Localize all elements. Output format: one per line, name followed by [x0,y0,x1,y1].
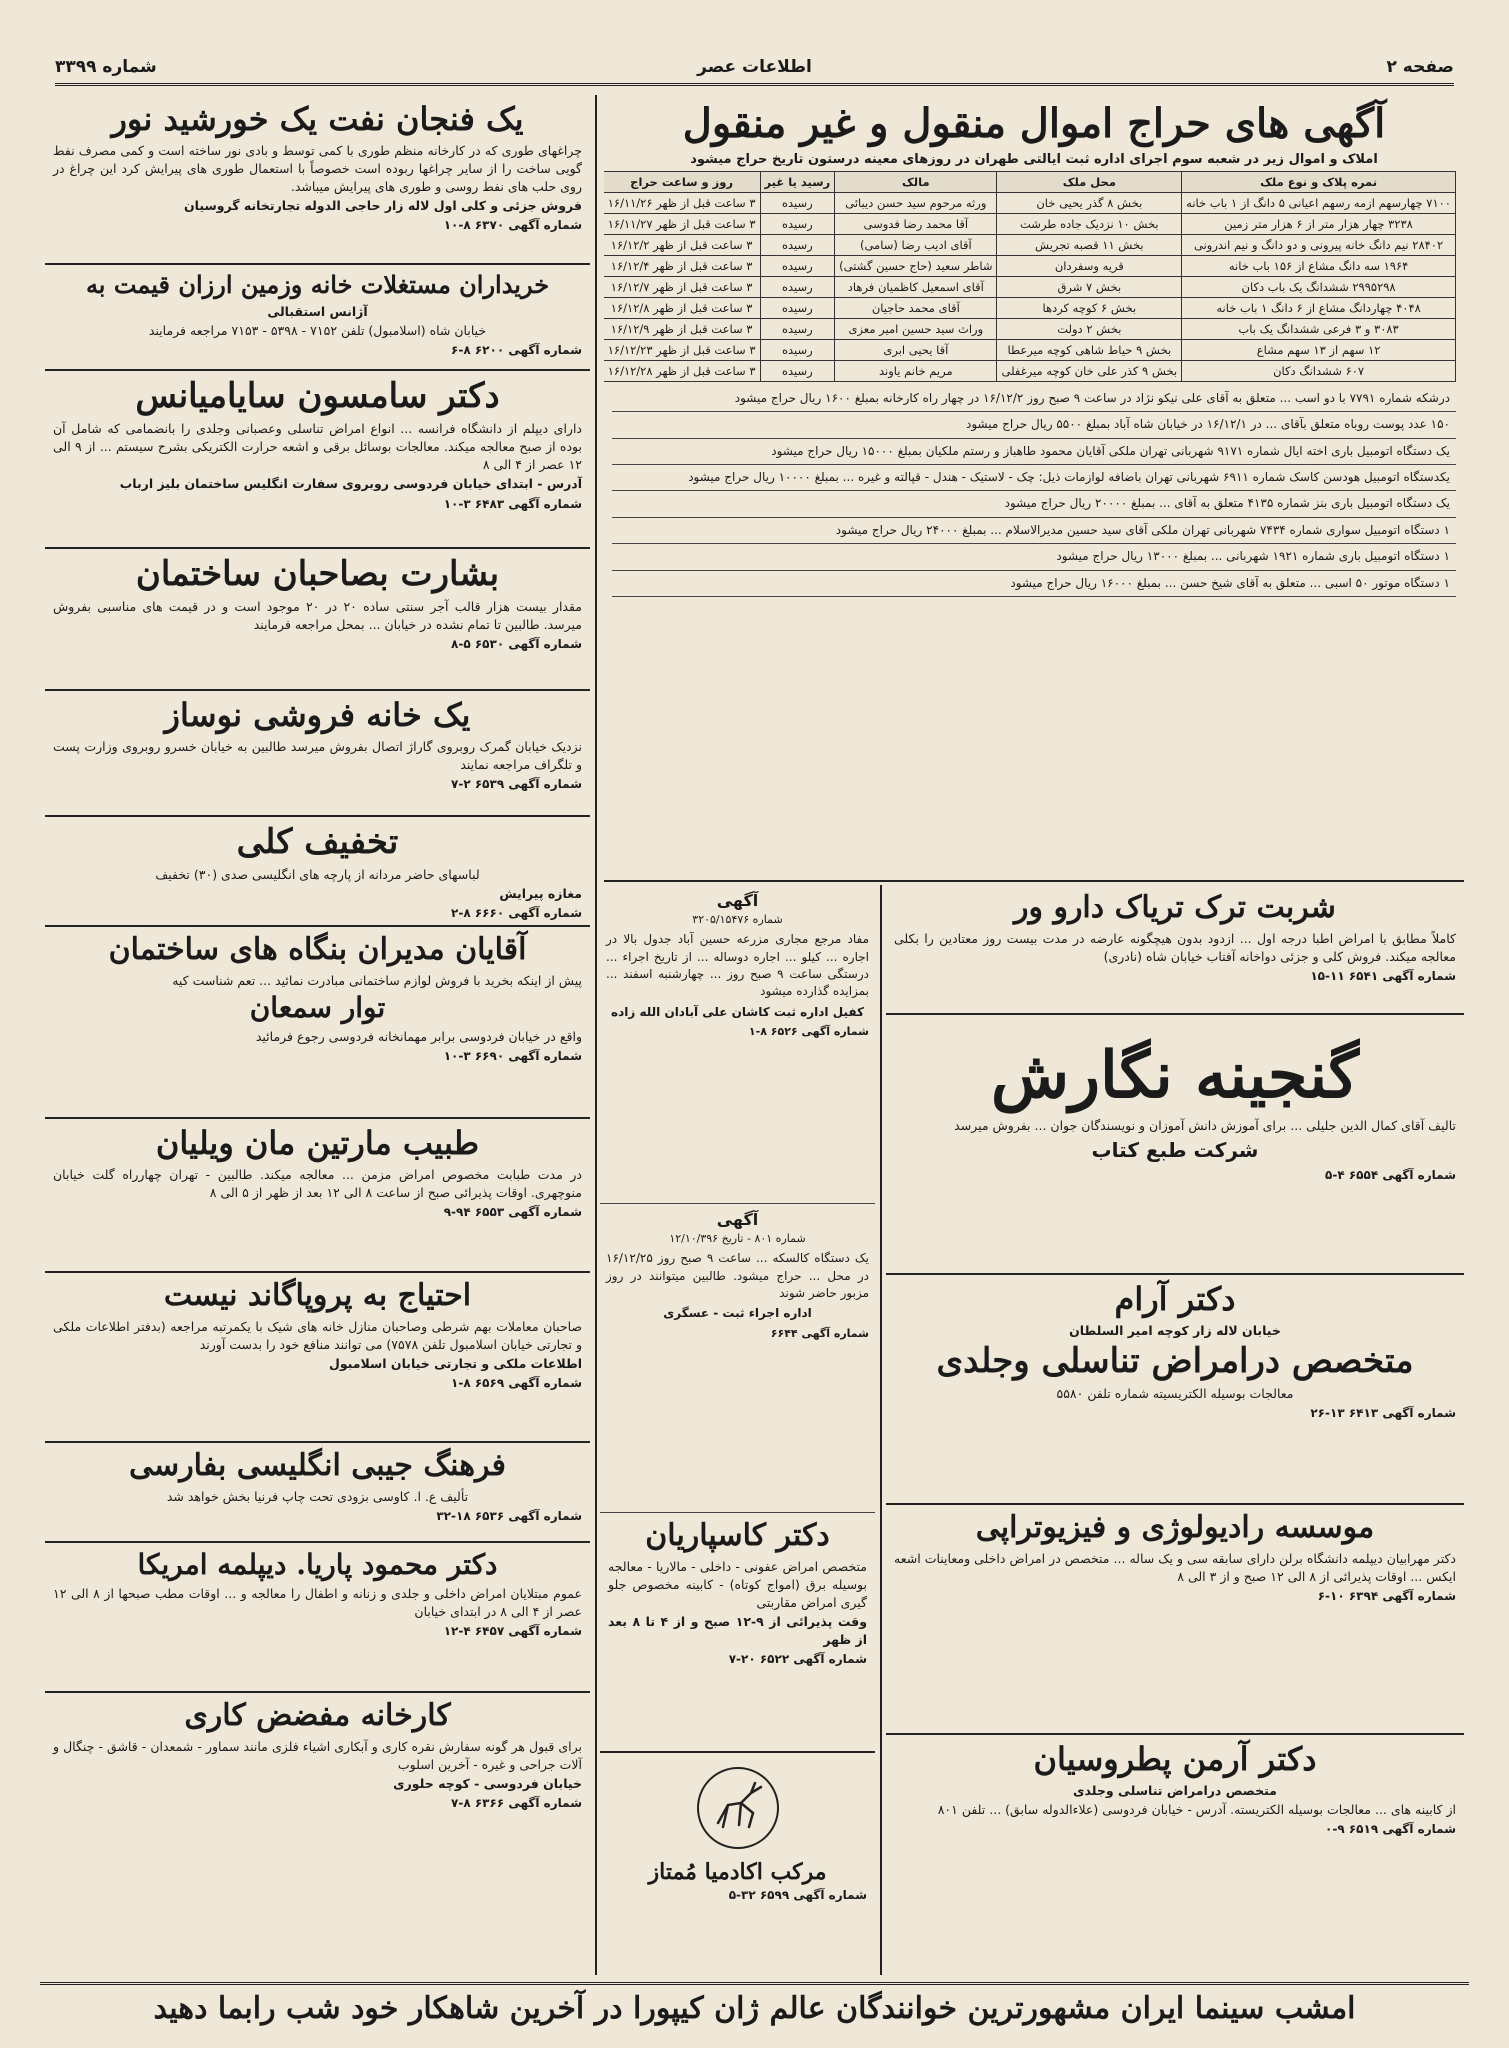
ad-house-title: یک خانه فروشی نوساز [164,696,471,734]
ad-workshop [45,1693,590,1851]
ad-dictionary-title: فرهنگ جیبی انگلیسی بفارسی [129,1448,506,1483]
ad-radiology-title: موسسه رادیولوژی و فیزیوتراپی [975,1510,1375,1545]
ad-armen-body: از کابینه های ... معالجات بوسیله الکتریسته. آدرس - خیابان فردوسی (علاءالدوله سابق) ... تلفن ۸۰۱ [937,1801,1456,1817]
auction-notice: درشکه شماره ۷۷۹۱ با دو اسب ... متعلق به آقای علی نیکو نژاد در ساعت ۹ صبح روز ۱۶/۱۲/۲ در چهار راه کارخانه بمبلغ ۱۶۰۰ ریال حراج میشود [612,386,1456,412]
auction-cell: مریم خانم یاوند [835,360,997,381]
ad-builders [45,549,590,691]
auction-cell: بخش ۱۰ نزدیک جاده طرشت [997,213,1182,234]
auction-notice: ۱۵۰ عدد پوست روباه متعلق بآقای ... در ۱۶/۱۲/۱ در خیابان شاه آباد بمبلغ ۵۵۰۰ ریال حراج میشود [612,412,1456,438]
ad-managers-ref: شماره آگهی ۶۶۹۰ ۳-۱۰ [443,1048,582,1063]
notice-two-sign: اداره اجراء ثبت - عسگری [663,1306,812,1321]
auction-cell: رسیده [760,318,835,339]
auction-cell: ۳ ساعت قبل از ظهر ۱۶/۱۲/۷ [604,276,760,297]
emblem-ref: شماره آگهی ۶۵۹۹ ۳۲-۵ [728,1888,867,1902]
ad-aram [886,1275,1464,1505]
ad-oil-lamp [45,95,590,265]
auction-cell: ۳ ساعت قبل از ظهر ۱۶/۱۲/۹ [604,318,760,339]
auction-row [604,213,1456,234]
issue-number: شماره ۳۳۹۹ [55,57,157,77]
ad-armen-ref: شماره آگهی ۶۵۱۹ ۹-۰ [1325,1822,1456,1837]
auction-cell: رسیده [760,234,835,255]
ad-book-title: گنجینه نگارش [991,1038,1359,1113]
auction-table [604,171,1456,382]
ad-aram-sub: خیابان لاله زار کوچه امیر السلطان [1069,1322,1281,1338]
ad-kasparian-body: متخصص امراض عفونی - داخلی - مالاریا - معالجه بوسیله برق (امواج کوتاه) - کابینه مخصوص جلو گیری امراض مقاربتی [608,1558,867,1610]
auction-cell: بخش ۹ کذر علی خان کوچه میرغفلی [997,360,1182,381]
auction-cell: آقای اسمعیل کاظمیان فرهاد [835,276,997,297]
auction-cell: رسیده [760,360,835,381]
notice-one-sign: کفیل اداره ثبت کاشان علی آبادان الله زاده [611,1004,864,1019]
ad-workshop-ref: شماره آگهی ۶۳۶۶ ۸-۷ [451,1795,582,1810]
auction-cell: ۲۹۹۵۲۹۸ ششدانگ یک باب دکان [1182,276,1456,297]
ad-house-body: نزدیک خیابان گمرک روبروی گاراژ اتصال بفروش میرسد طالبین به خیابان خسرو روبروی وزارت پست و تلگراف مراجعه نمایند [53,738,582,772]
ad-samson-ref: شماره آگهی ۶۴۸۳ ۳-۱۰ [443,496,582,511]
deer-emblem [608,1763,867,1853]
ad-paria [45,1543,590,1693]
ad-aram-note: معالجات بوسیله الکتریسیته شماره تلفن ۵۵۸۰ [1056,1386,1294,1402]
ad-discount-title: تخفیف کلی [236,822,399,862]
ad-discount-body: لباسهای حاضر مردانه از پارچه های انگلیسی صدی (۳۰) تخفیف [155,867,480,883]
auction-row [604,234,1456,255]
auction-notice: یک دستگاه اتومبیل باری اخته ایال شماره ۹۱۷۱ شهربانی تهران ملکی آقایان محمود طاهباز و رستم ملکیان بمبلغ ۱۵۰۰۰ ریال حراج میشود [612,439,1456,465]
newspaper-name: اطلاعات عصر [697,57,812,77]
ad-managers-title: آقایان مدیران بنگاه های ساختمان [108,932,527,967]
auction-column [604,95,1464,875]
notice-two-ref: شماره ۸۰۱ - تاریخ ۱۲/۱۰/۳۹۶ [669,1232,806,1246]
auction-rows [604,192,1456,381]
left-column [45,95,590,1975]
notice-two-ref2: شماره آگهی ۶۶۴۴ [770,1326,869,1340]
auction-cell: ۱۲ سهم از ۱۳ سهم مشاع [1182,339,1456,360]
ad-paria-title: دکتر محمود پاریا. دیپلمه امریکا [137,1548,498,1581]
ad-kasparian-hours: وقت پذیرائی از ۹-۱۲ صبح و از ۴ تا ۸ بعد از ظهر [608,1613,868,1647]
ad-workshop-body: برای قبول هر گونه سفارش نقره کاری و آبکاری اشیاء فلزی مانند سماور - شمعدان - قاشق - چنگال و آلات جراحی و غیره - آخرین اسلوب [53,1738,582,1772]
ad-property [45,265,590,371]
auction-cell: ۳ ساعت قبل از ظهر ۱۶/۱۲/۸ [604,297,760,318]
column-divider [595,95,597,1975]
ad-radiology-ref: شماره آگهی ۶۳۹۴ ۱۰-۶ [1317,1588,1456,1603]
ad-martin-title: طبیب مارتین مان ویلیان [155,1124,480,1162]
auction-cell: آقای ادیب رضا (سامی) [835,234,997,255]
auction-cell: شاطر سعید (حاج حسین گشتی) [835,255,997,276]
ad-oil-title: یک فنجان نفت یک خورشید نور [111,100,524,138]
auction-row [604,192,1456,213]
ad-aram-ref: شماره آگهی ۶۴۱۳ ۱۳-۲۶ [1310,1406,1456,1421]
auction-cell: آقا محمد رضا فدوسی [835,213,997,234]
ad-opium-title: شربت ترک تریاک دارو ور [1014,890,1336,925]
col-receipt: رسید یا غیر [760,171,835,192]
page-header [55,55,1454,86]
auction-row [604,255,1456,276]
auction-row [604,276,1456,297]
auction-notices [612,386,1456,597]
auction-cell: ۱۹۶۴ سه دانگ مشاع از ۱۵۶ باب خانه [1182,255,1456,276]
bottom-banner: امشب سینما ایران مشهورترین خوانندگان عالم ژان کیپورا در آخرین شاهکار خود شب رابما دهید [40,1982,1469,2033]
ad-builders-title: بشارت بصاحبان ساختمان [135,554,500,594]
auction-row [604,318,1456,339]
notice-two [600,1204,875,1513]
notice-one-body: مفاد مرجع مجاری مزرعه حسین آباد جدول بالا در اجاره ... کیلو ... اجاره دوساله ... از تاریخ اجراء ... درستگی ساعت ۹ صبح روز ... چهارشنبه اسفند ... بمزایده گذارده میشود [606,932,869,999]
ad-aram-title: دکتر آرام [1114,1280,1236,1318]
ad-kasparian [600,1513,875,1753]
ad-dictionary-body: تألیف ع. ا. کاوسی بزودی تحت چاپ فرنیا بخش خواهد شد [166,1488,469,1504]
notice-one-ref: شماره ۳۲۰۵/۱۵۴۷۶ [692,913,783,927]
ad-propaganda [45,1273,590,1443]
auction-title: آگهی های حراج اموال منقول و غیر منقول [682,100,1386,147]
deer-icon [693,1763,783,1853]
auction-cell: بخش ۲ دولت [997,318,1182,339]
auction-notice: یک دستگاه اتومبیل باری بنز شماره ۴۱۳۵ متعلق به آقای ... بمبلغ ۲۰۰۰۰ ریال حراج میشود [612,491,1456,517]
ad-radiology-body: دکتر مهرابیان دیپلمه دانشگاه برلن دارای سابقه سی و یک ساله ... متخصص در امراض داخلی ومعاینات اشعه ایکس ... اوقات پذیرائی از ۸ الی ۱۲ صبح و از ۳ الی ۸ [894,1550,1456,1584]
auction-cell: بخش ۹ حیاط شاهی کوچه میرعطا [997,339,1182,360]
page-label: صفحه ۲ [1386,57,1454,77]
emblem-caption: مرکب اکادمیا مُمتاز [648,1859,827,1885]
ad-builders-ref: شماره آگهی ۶۵۳۰ ۵-۸ [451,637,582,652]
auction-header-row [604,171,1456,192]
ad-samson-body: دارای دیپلم از دانشگاه فرانسه ... انواع امراض تناسلی وعصبانی وجلدی را بانضمامی که شامل آن بوده از صبح معالجه میکند. معالجات بوسائل برقی و اشعه حرارت الکتریکی بشرح سیستم ... از ۹ الی ۱۲ عصر از ۴ الی ۸ [53,421,582,473]
ad-managers-subtitle: توار سمعان [249,990,386,1024]
ad-samson-footer: آدرس - ابتدای خیابان فردوسی روبروی سفارت انگلیس ساختمان بلیز ارباب [119,476,582,492]
auction-notice: ۱ دستگاه موتور ۵۰ اسبی ... متعلق به آقای شیخ حسن ... بمبلغ ۱۶۰۰۰ ریال حراج میشود [612,571,1456,597]
auction-cell: ۳ ساعت قبل از ظهر ۱۶/۱۲/۲ [604,234,760,255]
ad-book-ref: شماره آگهی ۶۵۵۴ ۴-۵ [1325,1167,1456,1182]
ad-aram-spec: متخصص درامراض تناسلی وجلدی [936,1340,1414,1381]
auction-cell: قریه وسفردان [997,255,1182,276]
auction-cell: رسیده [760,276,835,297]
auction-cell: ۷۱۰۰ چهارسهم ازمه رسهم اعیانی ۵ دانگ از ۱ باب خانه [1182,192,1456,213]
ad-samson-title: دکتر سامسون سایامیانس [135,376,500,416]
ad-property-subtitle: آژانس استقبالی [267,303,368,319]
auction-cell: ۴۰۴۸ چهاردانگ مشاع از ۶ دانگ ۱ باب خانه [1182,297,1456,318]
ad-martin-body: در مدت طبابت مخصوص امراض مزمن ... معالجه میکند. طالبین - تهران چهارراه گلت خیابان منوچهری. اوقات پذیرائی صبح از ساعت ۸ الی ۱۲ بعد از ظهر از ۵ الی ۸ [53,1166,582,1200]
ad-book-body: تالیف آقای کمال الدین جلیلی ... برای آموزش دانش آموزان و نویسندگان جوان ... بفروش میرسد [954,1117,1456,1133]
ad-ink-emblem [600,1753,875,1953]
auction-cell: بخش ۸ گذر یحیی خان [997,192,1182,213]
auction-cell: ۲۸۴۰۲ نیم دانگ خانه پیرونی و دو دانگ و نیم اندرونی [1182,234,1456,255]
auction-row [604,339,1456,360]
ad-propaganda-footer: اطلاعات ملکی و تجارتی خیابان اسلامبول [328,1355,582,1371]
notice-two-title: آگهی [716,1210,759,1229]
auction-notice: ۱ دستگاه اتومبیل باری شماره ۱۹۲۱ شهربانی ... بمبلغ ۱۳۰۰۰ ریال حراج میشود [612,544,1456,570]
ad-propaganda-ref: شماره آگهی ۶۵۶۹ ۸-۱ [451,1375,582,1390]
col-date: روز و ساعت حراج [604,171,760,192]
col-owner: مالک [835,171,997,192]
col-plate: نمره پلاک و نوع ملک [1182,171,1456,192]
notice-two-body: یک دستگاه کالسکه ... ساعت ۹ صبح روز ۱۶/۱۲/۲۵ در محل ... حراج میشود. طالبین میتوانند در روز مزبور حاضر شوند [606,1251,869,1300]
auction-cell: ۳ ساعت قبل از ظهر ۱۶/۱۲/۲۸ [604,360,760,381]
ad-armen-title: دکتر آرمن پطروسیان [1033,1740,1317,1778]
auction-intro: املاک و اموال زیر در شعبه سوم اجرای اداره ثبت ایالتی طهران در روزهای معینه درستون تاریخ حراج میشود [690,152,1378,167]
ad-discount-footer: مغازه پیرایش [499,886,582,902]
ad-managers-body: پیش از اینکه بخرید با فروش لوازم ساختمانی مبادرت نمائید ... تعم شناست کیه [172,972,582,988]
ad-property-body: خیابان شاه (اسلامبول) تلفن ۷۱۵۲ - ۵۳۹۸ - ۷۱۵۳ مراجعه فرمایند [148,322,487,338]
ad-discount [45,817,590,927]
ad-house-ref: شماره آگهی ۶۵۳۹ ۲-۷ [451,777,582,792]
ad-radiology [886,1505,1464,1735]
ad-doctor-martin [45,1119,590,1273]
auction-cell: ۳ ساعت قبل از ظهر ۱۶/۱۲/۲۳ [604,339,760,360]
auction-cell: وراث سید حسین امیر معزی [835,318,997,339]
middle-divider [880,885,882,1975]
ad-propaganda-body: صاحبان معاملات بهم شرطی وصاحبان منازل خانه های شیک با یکمرتبه مراجعه (بدفتر اطلاعات ملکی و تجارتی خیابان اسلامبول تلفن ۷۵۷۸) می توانند منافع خود را بدست آورند [53,1318,582,1352]
ad-discount-ref: شماره آگهی ۶۶۶۰ ۸-۲ [451,906,582,921]
ad-kasparian-title: دکتر کاسپاریان [645,1518,830,1553]
ad-opium-ref: شماره آگهی ۶۵۴۱ ۱۱-۱۵ [1310,968,1456,983]
ad-propaganda-title: احتیاج به پروپاگاند نیست [163,1278,472,1313]
ad-property-title: خریداران مستغلات خانه وزمین ارزان قیمت به [85,270,550,299]
ad-martin-ref: شماره آگهی ۶۵۵۳ ۹۴-۹ [443,1205,582,1220]
auction-cell: رسیده [760,339,835,360]
ad-workshop-footer: خیابان فردوسی - کوچه حلوری [393,1775,582,1791]
auction-notice: ۱ دستگاه اتومبیل سواری شماره ۷۴۳۴ شهربانی تهران ملکی آقای سید حسین مدیرالاسلام ... بمبلغ ۲۴۰۰۰ ریال حراج میشود [612,518,1456,544]
auction-cell: رسیده [760,192,835,213]
auction-cell: ۳۲۳۸ چهار هزار متر از ۶ هزار متر زمین [1182,213,1456,234]
notice-one [600,885,875,1204]
ad-opium-body: کاملاً مطابق با امراض اطبا درجه اول ... ازدود بدون هیچگونه عارضه در مدت بیست روز معتادین را بکلی معالجه میکند. فروش کلی و جزئی دواخانه آفتاب خیابان شاه (نادری) [894,930,1456,964]
ad-managers [45,927,590,1119]
auction-cell: ۳ ساعت قبل از ظهر ۱۶/۱۲/۴ [604,255,760,276]
auction-cell: بخش ۷ شرق [997,276,1182,297]
ad-book-footer: شرکت طبع کتاب [1091,1137,1259,1162]
ad-armen [886,1735,1464,1945]
auction-notice: یکدستگاه اتومبیل هودسن کاسک شماره ۶۹۱۱ شهربانی تهران باضافه لوازمات ذیل: چک - لاستیک - هندل - قپالته و غیره ... بمبلغ ۱۰۰۰۰ ریال حراج میشود [612,465,1456,491]
ad-house-sale [45,691,590,817]
auction-ad [604,95,1464,601]
ad-opium [886,885,1464,1015]
auction-cell: ۳۰۸۳ و ۳ فرعی ششدانگ یک باب [1182,318,1456,339]
auction-divider [604,880,1464,882]
ad-oil-ref: شماره آگهی ۶۳۷۰ ۸-۱۰ [443,218,582,233]
middle-notice-column [600,885,875,1975]
auction-cell: ۶۰۷ ششدانگ دکان [1182,360,1456,381]
ad-dictionary-ref: شماره آگهی ۶۵۳۶ ۱۸-۳۲ [436,1508,582,1523]
auction-cell: آقای محمد حاجیان [835,297,997,318]
auction-cell: ۳ ساعت قبل از ظهر ۱۶/۱۱/۲۷ [604,213,760,234]
auction-cell: آقا یحیی ابری [835,339,997,360]
auction-cell: ۳ ساعت قبل از ظهر ۱۶/۱۱/۲۶ [604,192,760,213]
notice-one-ref2: شماره آگهی ۶۵۲۶ ۸-۱ [748,1025,869,1039]
ad-dictionary [45,1443,590,1543]
auction-cell: رسیده [760,297,835,318]
ad-workshop-title: کارخانه مفضض کاری [184,1698,451,1733]
ad-paria-ref: شماره آگهی ۶۴۵۷ ۴-۱۲ [443,1624,582,1639]
auction-cell: رسیده [760,255,835,276]
auction-row [604,297,1456,318]
ad-property-ref: شماره آگهی ۶۲۰۰ ۸-۶ [451,342,582,357]
ad-samson [45,371,590,549]
middle-ad-column [886,885,1464,1975]
ad-oil-footer: فروش جزئی و کلی اول لاله زار حاجی الدوله تجارتخانه گروسیان [183,198,582,214]
ad-book [886,1015,1464,1275]
ad-builders-body: مقدار بیست هزار قالب آجر سنتی ساده ۲۰ در ۲۰ موجود است و در قیمت های مناسبی بفروش میرسد. طالبین تا تمام نشده در خیابان ... بمحل مراجعه فرمایند [53,599,583,633]
ad-managers-footer: واقع در خیابان فردوسی برابر مهمانخانه فردوسی رجوع فرمائید [255,1028,582,1044]
auction-cell: بخش ۶ کوچه کردها [997,297,1182,318]
col-location: محل ملک [997,171,1182,192]
auction-cell: ورثه مرحوم سید حسن دیبائی [835,192,997,213]
ad-oil-body: چراغهای طوری که در کارخانه منظم طوری با کمی توسط و بادی نور ساخته است و کمی مصرف نفط گویی ساخت را از سایر چراغها ربوده است خصوصاً با استعمال طوری های پیرایش کرد این چراغ در روی حلب های نفط روسی و طوری های پیرایش میباشد. [53,142,582,195]
ad-kasparian-ref: شماره آگهی ۶۵۲۲ ۲۰-۷ [728,1652,867,1667]
auction-cell: بخش ۱۱ قصبه تجریش [997,234,1182,255]
ad-armen-sub: متخصص درامراض تناسلی وجلدی [1073,1782,1277,1798]
ad-paria-body: عموم مبتلایان امراض داخلی و جلدی و زنانه و اطفال را معالجه و ... اوقات مطب صبحها از ۸ الی ۱۲ عصر از ۴ الی ۸ در ابتدای خیابان [53,1586,582,1620]
notice-one-title: آگهی [716,891,759,910]
auction-cell: رسیده [760,213,835,234]
auction-row [604,360,1456,381]
